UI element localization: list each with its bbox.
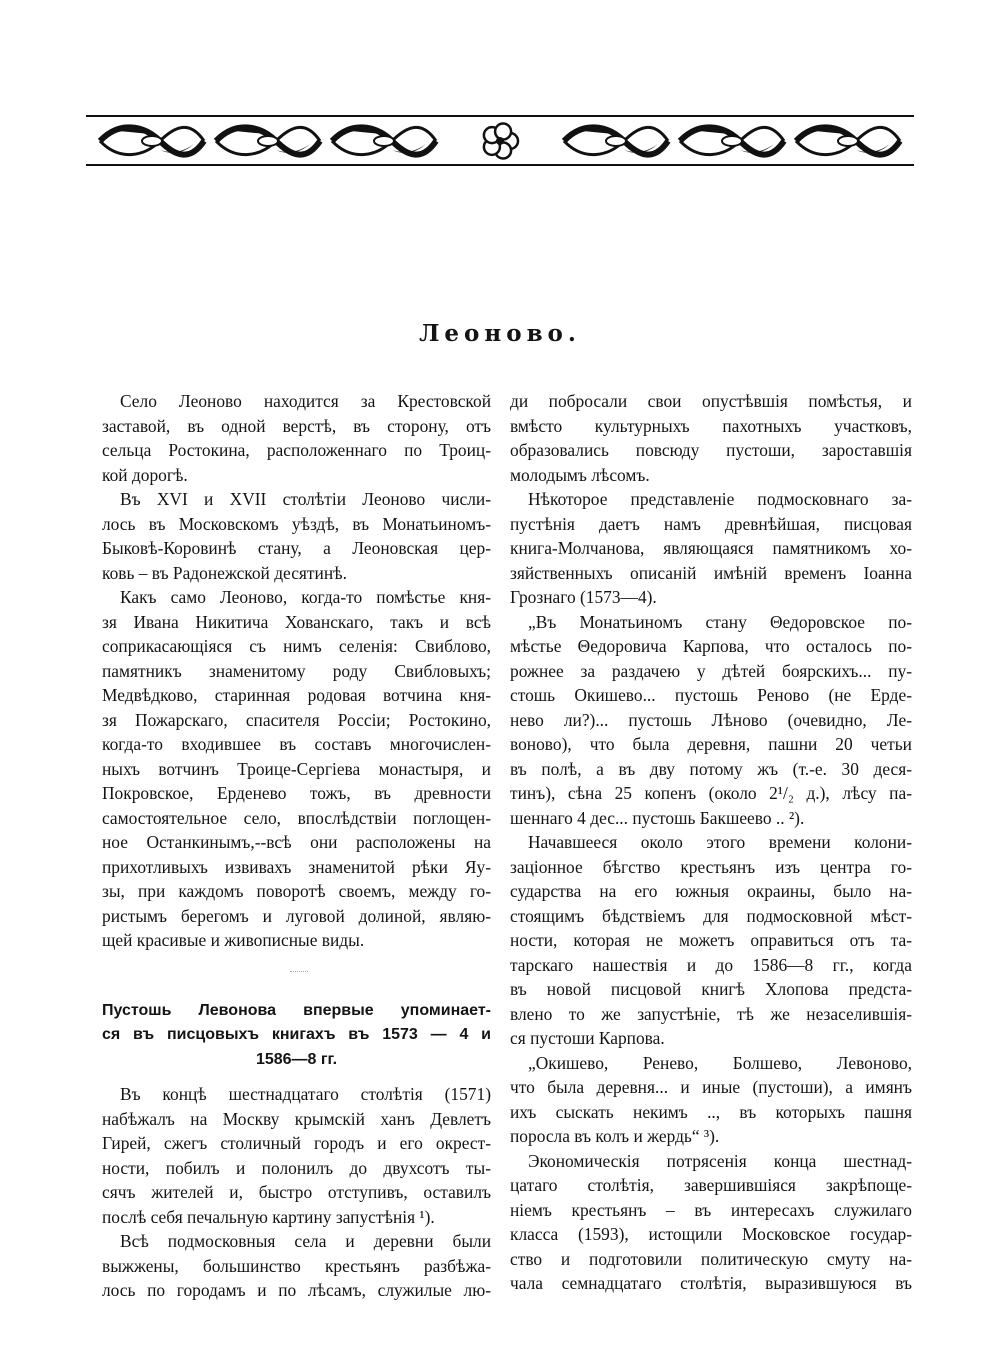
ornament-motif	[722, 136, 742, 146]
text-line: въ новой писцовой книгѣ Хлопова предста-	[510, 979, 912, 999]
text-line: сельца Ростокина, расположеннаго по Троиц-	[102, 440, 491, 460]
text-line: молодымъ лѣсомъ.	[510, 464, 650, 485]
text-line: Гирей, сжегъ столичный городъ и его окрест-	[102, 1133, 491, 1153]
text-line: послѣ себя печальную картину запустѣнія ¹).	[102, 1206, 435, 1227]
paragraph	[102, 1229, 491, 1303]
text-line: поросла въ колъ и жердь“ ³).	[510, 1126, 720, 1146]
ornament-motif	[374, 136, 394, 146]
decorative-border-ornament-icon	[86, 112, 914, 170]
text-line: что была деревня... и иные (пустоши), а имянъ	[510, 1077, 912, 1097]
paragraph	[102, 487, 491, 585]
text-line: зя Ивана Никитича Хованскаго, такъ и всѣ	[102, 611, 491, 632]
text-line: стоящимъ бѣдствіемъ для подмосковной мѣст-	[510, 905, 912, 926]
text-line: Въ концѣ шестнадцатаго столѣтія (1571)	[120, 1084, 491, 1104]
text-line: набѣжалъ на Москву крымскій ханъ Девлетъ	[102, 1108, 491, 1129]
text-line: Медвѣдково, старинная родовая вотчина кня-	[102, 685, 491, 705]
paragraph	[102, 389, 491, 487]
text-line: Нѣкоторое представленіе подмосковнаго за-	[528, 489, 912, 509]
text-line: памятникъ знаменитому роду Свибловыхъ;	[102, 660, 491, 681]
text-line: заставой, въ одной верстѣ, въ сторону, отъ	[102, 415, 491, 436]
ornament-motif	[495, 123, 511, 139]
text-line: ристымъ берегомъ и луговой долиной, являю-	[102, 905, 491, 926]
paragraph	[510, 389, 912, 487]
text-line: ныхъ вотчинъ Троице-Сергіева монастыря, и	[102, 758, 491, 779]
paragraph	[510, 1051, 912, 1149]
text-line: Быковѣ-Коровинѣ стану, а Леоновская цер-	[102, 538, 491, 558]
text-line: „Въ Монатьиномъ стану Θедоровское по-	[528, 611, 912, 632]
text-line: чала семнадцатаго столѣтія, выразившуюся въ	[510, 1273, 912, 1293]
text-line: пустѣнія даетъ намъ древнѣйшая, писцовая	[510, 513, 912, 534]
heading-line: 1586—8 гг.	[255, 1050, 338, 1068]
section-body	[102, 1082, 491, 1303]
paragraph	[510, 830, 912, 1051]
text-line: вмѣсто культурныхъ пахотныхъ участковъ,	[510, 415, 912, 436]
text-line: выжжены, большинство крестьянъ разбѣжа-	[102, 1255, 491, 1276]
paragraph	[102, 1082, 491, 1229]
text-line: щей красивые и живописные виды.	[102, 930, 365, 950]
heading-line: Пустошь Левонова впервые упоминает-	[102, 1001, 491, 1019]
section-divider	[102, 953, 491, 999]
text-line: Въ XVI и XVII столѣтіи Леоново числи-	[120, 489, 491, 509]
text-line: зы, при каждомъ поворотѣ своемъ, между го-	[102, 881, 491, 901]
text-line: ковь – въ Радонежской десятинѣ.	[102, 562, 347, 583]
text-line: Покровское, Ерденево тожъ, въ древности	[102, 783, 491, 803]
text-line: зя Пожарскаго, спасителя Россіи; Ростокино,	[102, 709, 491, 730]
text-line: нево ли?)... пустошь Лѣново (очевидно, Ле-	[510, 709, 912, 730]
paragraph	[510, 1149, 912, 1296]
text-line: сячъ жителей и, быстро отступивъ, оставилъ	[102, 1182, 491, 1202]
text-line: книга-Молчанова, являющаяся памятникомъ хо-	[510, 538, 912, 558]
text-line: ихъ сыскать некимъ .., въ которыхъ пашня	[510, 1101, 912, 1122]
heading-line: ся въ писцовыхъ книгахъ въ 1573 — 4 и	[102, 1026, 491, 1043]
text-line: Село Леоново находится за Крестовской	[120, 391, 491, 411]
left-column	[102, 389, 491, 1303]
paragraph	[102, 585, 491, 953]
text-line: Экономическія потрясенія конца шестнад-	[528, 1150, 912, 1171]
text-line: лось по городамъ и по лѣсамъ, служилые лю-	[102, 1280, 491, 1300]
text-line: самостоятельное село, впослѣдствіи поглощен-	[102, 807, 491, 828]
paragraph	[510, 487, 912, 610]
text-line: ніемъ крестьянъ – въ интересахъ служилаго	[510, 1199, 912, 1220]
text-line: Начавшееся около этого времени колони-	[528, 832, 912, 852]
text-line: цатаго столѣтія, завершившіяся закрѣпоще-	[510, 1175, 912, 1195]
text-line: зяйственныхъ описаній имѣній временъ Іоанна	[510, 562, 912, 583]
text-line: кой дорогѣ.	[102, 464, 188, 485]
text-line: прихотливыхъ извивахъ знаменитой рѣки Яу-	[102, 856, 491, 877]
text-line: воново), что была деревня, пашни 20 четьи	[510, 734, 912, 754]
text-line: ное Останкинымъ,--всѣ они расположены на	[102, 832, 491, 852]
text-line: Грознаго (1573—4).	[510, 587, 657, 607]
page-title: Леоново.	[419, 320, 581, 347]
ornament-motif	[142, 136, 162, 146]
section-heading	[102, 999, 491, 1073]
intro-section	[102, 389, 491, 953]
text-line: образовались повсюду пустоши, зароставшія	[510, 440, 912, 460]
ornament-motif	[838, 136, 858, 146]
text-line: мѣстье Θедоровича Карпова, что осталось по-	[510, 636, 912, 656]
text-line: ся пустоши Карпова.	[510, 1028, 665, 1048]
text-line: ство и подготовили политическую смуту на-	[510, 1248, 912, 1269]
text-line: стошь Окишево... пустошь Реново (не Ерде-	[510, 685, 912, 705]
text-line: шеннаго 4 дес... пустошь Бакшеево .. ²).	[510, 807, 805, 828]
text-line: въ полѣ, а въ дву потому жъ (т.-е. 30 деся-	[510, 758, 912, 779]
text-line: „Окишево, Ренево, Болшево, Левоново,	[528, 1052, 912, 1073]
text-line: соприкасающіяся съ нимъ селенія: Свиблово,	[102, 636, 491, 656]
text-line: Какъ само Леоново, когда-то помѣстье кня-	[120, 587, 491, 607]
text-line: тинъ), сѣна 25 копенъ (около 2¹/₂ д.), лѣсу па-	[510, 783, 912, 803]
ornament-motif	[258, 136, 278, 146]
text-line: лось въ Московскомъ уѣздѣ, въ Монатьиномъ-	[102, 513, 491, 534]
text-line: влено то же запустѣніе, тѣ же незаселившія-	[510, 1003, 912, 1024]
right-column	[510, 389, 912, 1296]
text-line: рожнее за раздачею у дѣтей боярскихъ... пу-	[510, 660, 912, 681]
text-line: Всѣ подмосковныя села и деревни были	[120, 1231, 491, 1251]
ornament-motif	[496, 137, 504, 145]
text-line: тарскаго нашествія и до 1586—8 гг., когда	[510, 954, 912, 975]
text-line: сударства на его южныя окраины, было на-	[510, 881, 912, 901]
text-line: ди побросали свои опустѣвшія помѣстья, и	[510, 391, 912, 411]
text-line: когда-то входившее въ составъ многочислен-	[102, 734, 491, 754]
text-line: ности, которая не можетъ оправиться отъ та-	[510, 930, 912, 950]
text-line: класса (1593), истощили Московское государ-	[510, 1224, 912, 1244]
paragraph	[510, 610, 912, 831]
ornament-motif	[606, 136, 626, 146]
text-line: заціонное бѣгство крестьянъ изъ центра го-	[510, 856, 912, 877]
text-line: ности, побилъ и полонилъ до двухсотъ ты-	[102, 1157, 491, 1178]
